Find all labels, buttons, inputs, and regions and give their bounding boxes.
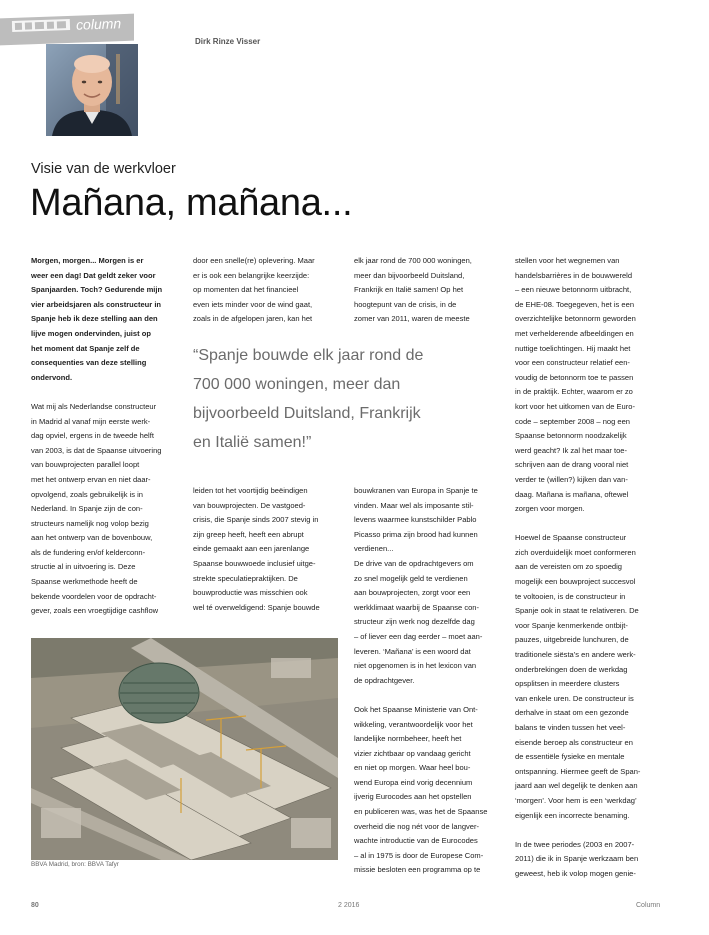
text-line: structeur zijn werk nog dezelfde dag [354, 617, 475, 627]
text-line: de essentiële fysieke en mentale [515, 752, 625, 762]
text-line: schrijven aan de drang vooral niet [515, 460, 629, 470]
text-line: Wat mij als Nederlandse constructeur [31, 401, 157, 411]
text-line: als de fundering en/of kelderconn- [31, 547, 146, 557]
text-line: De drive van de opdrachtgevers om [354, 558, 474, 568]
text-line: het moment dat Spanje zelf de [31, 343, 140, 353]
text-line: opvolgend, zoals gebruikelijk is in [31, 489, 144, 499]
text-line: derhalve in staat om een gezonde [515, 708, 629, 718]
text-line: code – september 2008 – nog een [515, 416, 630, 426]
text-line: balans te vinden tussen het veel- [515, 723, 626, 732]
text-line: er is ook een belangrijke keerzijde: [193, 270, 310, 280]
column-tag-logo [12, 16, 73, 38]
text-line: 2011) die ik in Spanje werkzaam ben [515, 854, 639, 864]
text-line: wachte introductie van de Eurocodes [354, 836, 478, 846]
text-line: strekte speculatiepraktijken. De [193, 573, 298, 583]
text-line: – al in 1975 is door de Europese Com- [354, 850, 484, 860]
text-line: ontspanning. Hiermee geeft de Span- [515, 766, 641, 776]
text-line: van enkele uren. De constructeur is [515, 693, 634, 703]
text-line: zomer van 2011, waren de meeste [354, 314, 470, 324]
section-name: Column [636, 902, 661, 909]
text-line: einde gemaakt aan een jarenlange [193, 544, 310, 554]
author-byline: Dirk Rinze Visser [195, 37, 261, 46]
lead-paragraph [31, 254, 189, 385]
article-column-4 [515, 254, 685, 882]
text-line: Spaanse werkmethode heeft de [31, 577, 138, 587]
text-line: nuttige toelichtingen. Hij maakt het [515, 343, 631, 353]
text-line: Picasso prima zijn brood had kunnen [354, 529, 478, 539]
text-line: bekende voordelen voor de opdracht- [31, 591, 157, 601]
text-line: overzichtelijke betonnorm geworden [515, 314, 636, 324]
text-line: aan de vereisten om zo spoedig [515, 562, 622, 572]
text-line: Nederland. In Spanje zijn de con- [31, 504, 143, 514]
text-line: werd geacht? Ik zal het maar toe- [515, 445, 628, 455]
text-line: voudig de betonnorm toe te passen [515, 372, 634, 382]
text-line: niet opgenomen is in het lexicon van [354, 661, 477, 671]
text-line: hoogtepunt van de crisis, in de [354, 299, 457, 309]
text-line: en niet op morgen. Waar heel bou- [354, 763, 471, 773]
text-line: zoals in de afgelopen jaren, kan het [193, 314, 313, 324]
text-line: dag opviel, ergens in de tweede helft [31, 431, 154, 441]
aerial-photo [31, 638, 338, 860]
text-line: werkklimaat waarbij de Spaanse con- [354, 602, 480, 612]
text-line: op momenten dat het financieel [193, 285, 299, 295]
text-line: mogelijk een bouwproject succesvol [515, 577, 636, 587]
text-line: pauzes, uitgebreide lunchuren, de [515, 635, 629, 645]
column-tag-label: column [75, 15, 122, 33]
body-paragraph [31, 400, 189, 619]
text-line: door een snelle(re) oplevering. Maar [193, 256, 315, 265]
article-kicker: Visie van de werkvloer [31, 161, 176, 177]
article-column-3-bottom [354, 484, 512, 878]
text-line: bouwproductie was misschien ook [193, 588, 308, 598]
text-line: lijve mogen ondervinden, juist op [31, 328, 151, 338]
text-line: Spaanse bouwwoede inclusief uitge- [193, 558, 316, 568]
quote-line: bijvoorbeeld Duitsland, Frankrijk [193, 405, 421, 422]
text-line: en publiceren was, was het de Spaanse [354, 807, 488, 817]
text-line: handelsbarrières in de bouwwereld [515, 270, 633, 280]
cement-logo-icon [12, 16, 73, 34]
text-line: landelijke normbeheer, heeft het [354, 734, 462, 744]
text-line: elk jaar rond de 700 000 woningen, [354, 256, 472, 265]
text-line: met het ontwerp ervan en niet daar- [31, 474, 151, 484]
quote-line: “Spanje bouwde elk jaar rond de [193, 347, 424, 364]
text-line: vizier zichtbaar op vandaag gericht [354, 748, 471, 758]
photo-caption: BBVA Madrid, bron: BBVA Tafyr [31, 861, 119, 868]
text-line: zorgen voor morgen. [515, 504, 585, 514]
text-line: ondervond. [31, 372, 73, 382]
text-line: Spanjaarden. Toch? Gedurende mijn [31, 285, 163, 295]
text-line: Spanje heb ik deze stelling aan den [31, 314, 158, 324]
text-line: in Madrid al vanaf mijn eerste werk- [31, 416, 151, 426]
text-line: opsplitsen in meerdere clusters [515, 679, 620, 689]
text-line: Hoewel de Spaanse constructeur [515, 533, 627, 543]
text-line: Ook het Spaanse Ministerie van Ont- [354, 704, 478, 714]
text-line: voor Spanje kenmerkende ontbijt- [515, 620, 628, 630]
text-line: gever, zoals een vroegtijdige cashflow [31, 606, 159, 616]
text-line: Spaanse betonnorm noodzakelijk [515, 431, 627, 441]
article-column-2-top [193, 254, 351, 327]
text-line: bouwkranen van Europa in Spanje te [354, 486, 478, 495]
text-line: voor een constructeur relatief een- [515, 358, 630, 368]
text-line: consequenties van deze stelling [31, 358, 147, 368]
text-line: kort voor het uitkomen van de Euro- [515, 401, 635, 411]
text-line: structie al in uitvoering is. Deze [31, 562, 136, 572]
text-line: wel té overweldigend: Spanje bouwde [193, 602, 320, 612]
text-line: te voltooien, is de constructeur in [515, 591, 626, 601]
text-line: daag. Mañana is mañana, oftewel [515, 489, 629, 499]
text-line: aan bouwprojecten, zorgt voor een [354, 588, 471, 598]
text-line: eisende beroep als constructeur en [515, 737, 633, 747]
text-line: vinden. Maar wel als imposante stil- [354, 500, 474, 510]
text-line: even iets minder voor de wind gaat, [193, 299, 313, 309]
text-line: verder te (willen?) kijken dan van- [515, 474, 628, 484]
text-line: stellen voor het wegnemen van [515, 256, 620, 265]
quote-line: en Italië samen!” [193, 434, 312, 451]
text-line: van bouwprojecten parallel loopt [31, 460, 140, 470]
article-column-2-bottom [193, 484, 351, 615]
pull-quote [193, 341, 513, 457]
text-line: de opdrachtgever. [354, 675, 415, 685]
text-line: ‘morgen’. Voor hem is een ‘werkdag’ [515, 795, 637, 805]
article-title: Mañana, mañana... [30, 182, 353, 224]
text-line: Frankrijk en Italië samen! Op het [354, 285, 464, 295]
article-column-1 [31, 254, 189, 619]
text-line: leiden tot het voortijdig beëindigen [193, 486, 308, 495]
text-line: jaard aan wel degelijk te denken aan [515, 781, 638, 791]
text-line: zijn greep heeft, heeft een abrupt [193, 529, 304, 539]
author-photo [46, 44, 138, 136]
text-line: crisis, die Spanje sinds 2007 stevig in [193, 515, 319, 525]
construction-site-illustration [31, 638, 338, 860]
text-line: zich overduidelijk moet conformeren [515, 547, 636, 557]
article-column-3-top [354, 254, 512, 327]
text-line: overheid die nog nét voor de langver- [354, 821, 480, 831]
text-line: met verhelderende afbeeldingen en [515, 328, 634, 338]
text-line: zo snel mogelijk geld te verdienen [354, 573, 468, 583]
text-line: Spanje ook in staat te relativeren. De [515, 606, 639, 616]
text-line: – een nieuwe betonnorm uitbracht, [515, 285, 632, 295]
text-line: eigenlijk een incorrecte benaming. [515, 810, 630, 820]
text-line: van bouwprojecten. De vastgoed- [193, 500, 306, 510]
text-line: Morgen, morgen... Morgen is er [31, 256, 144, 265]
text-line: in de praktijk. Echter, waarom er zo [515, 387, 633, 397]
text-line: wikkeling, verantwoordelijk voor het [354, 719, 473, 729]
text-line: aan het ontwerp van de bovenbouw, [31, 533, 153, 543]
text-line: geweest, heb ik volop mogen genie- [515, 868, 636, 878]
text-line: meer dan bijvoorbeeld Duitsland, [354, 270, 465, 280]
text-line: ijverig Eurocodes aan het opstellen [354, 792, 472, 802]
text-line: wend Europa eind vorig decennium [354, 777, 473, 787]
text-line: leveren. ‘Mañana’ is een woord dat [354, 646, 471, 656]
quote-line: 700 000 woningen, meer dan [193, 376, 401, 393]
author-portrait-icon [46, 44, 138, 136]
text-line: onderbrekingen doen de werkdag [515, 664, 628, 674]
text-line: weer een dag! Dat geldt zeker voor [31, 270, 156, 280]
page-number: 80 [31, 902, 39, 909]
text-line: structeurs namelijk nog volop bezig [31, 518, 149, 528]
text-line: – of liever een dag eerder – moet aan- [354, 631, 483, 641]
text-line: In de twee periodes (2003 en 2007- [515, 839, 635, 849]
text-line: van 2003, is dat de Spaanse uitvoering [31, 445, 162, 455]
issue-number: 2 2016 [338, 902, 360, 909]
text-line: de EHE-08. Toegegeven, het is een [515, 299, 635, 309]
text-line: levens waarmee kunstschilder Pablo [354, 515, 477, 525]
text-line: verdienen... [354, 544, 394, 554]
text-line: missie besloten een programma op te [354, 865, 481, 875]
text-line: traditionele siësta’s en andere werk- [515, 650, 636, 660]
text-line: vier arbeidsjaren als constructeur in [31, 299, 162, 309]
